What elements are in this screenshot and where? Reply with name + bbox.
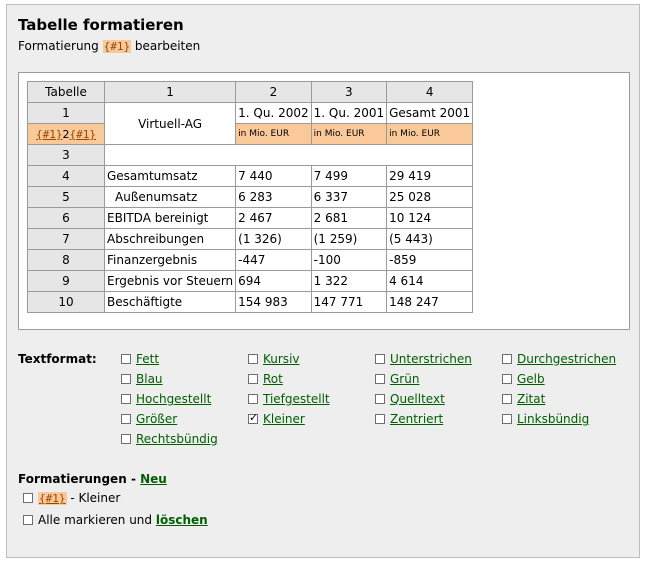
option-quelltext[interactable] bbox=[375, 392, 445, 406]
gelb-checkbox[interactable] bbox=[502, 374, 512, 384]
quelltext-checkbox[interactable] bbox=[375, 394, 385, 404]
table-cell: 6 283 bbox=[236, 187, 311, 208]
format-entry[interactable] bbox=[23, 491, 120, 505]
subtitle-suffix: bearbeiten bbox=[134, 39, 201, 53]
table-cell: Gesamt 2001 bbox=[387, 103, 473, 124]
option-hochgestellt[interactable] bbox=[121, 392, 211, 406]
table-preview-box bbox=[18, 72, 630, 330]
row-label: Finanzergebnis bbox=[105, 250, 236, 271]
row-format-tag-start[interactable]: {#1} bbox=[36, 127, 63, 141]
tiefgestellt-checkbox[interactable] bbox=[248, 394, 258, 404]
row-format-tag-end[interactable]: {#1} bbox=[69, 127, 96, 141]
row-number: 9 bbox=[28, 271, 105, 292]
option-tiefgestellt[interactable] bbox=[248, 392, 330, 406]
unit-cell: in Mio. EUR bbox=[311, 124, 386, 145]
rot-link[interactable]: Rot bbox=[263, 372, 283, 386]
hochgestellt-checkbox[interactable] bbox=[121, 394, 131, 404]
format-entry-text: - Kleiner bbox=[70, 491, 121, 505]
option-gelb[interactable] bbox=[502, 372, 545, 386]
option-rot[interactable] bbox=[248, 372, 283, 386]
kleiner-checkbox[interactable] bbox=[248, 414, 258, 424]
row-number: 5 bbox=[28, 187, 105, 208]
option-durchgestrichen[interactable] bbox=[502, 352, 616, 366]
option-zitat[interactable] bbox=[502, 392, 545, 406]
company-name-cell: Virtuell-AG bbox=[105, 103, 236, 145]
durchgestrichen-checkbox[interactable] bbox=[502, 354, 512, 364]
heading-dash: - bbox=[130, 472, 136, 486]
row-number-tagged bbox=[28, 124, 105, 145]
gruen-checkbox[interactable] bbox=[375, 374, 385, 384]
row-number: 1 bbox=[28, 103, 105, 124]
gruen-link[interactable]: Grün bbox=[390, 372, 420, 386]
col-header-2: 2 bbox=[236, 82, 311, 103]
new-format-link[interactable]: Neu bbox=[140, 472, 167, 486]
row-number: 10 bbox=[28, 292, 105, 313]
row-label: Abschreibungen bbox=[105, 229, 236, 250]
formatierungen-heading bbox=[18, 472, 167, 486]
rot-checkbox[interactable] bbox=[248, 374, 258, 384]
table-cell: 1. Qu. 2002 bbox=[236, 103, 311, 124]
unterstrichen-link[interactable]: Unterstrichen bbox=[390, 352, 472, 366]
table-cell: 154 983 bbox=[236, 292, 311, 313]
row-label: Gesamtumsatz bbox=[105, 166, 236, 187]
zitat-checkbox[interactable] bbox=[502, 394, 512, 404]
select-all-row[interactable] bbox=[23, 513, 208, 527]
table-cell: 1 322 bbox=[311, 271, 386, 292]
row-label: Beschäftigte bbox=[105, 292, 236, 313]
option-rechtsbuendig[interactable] bbox=[121, 432, 218, 446]
select-all-checkbox[interactable] bbox=[23, 515, 33, 525]
tiefgestellt-link[interactable]: Tiefgestellt bbox=[263, 392, 330, 406]
rechtsbuendig-checkbox[interactable] bbox=[121, 434, 131, 444]
textformat-label: Textformat: bbox=[18, 352, 97, 366]
kleiner-link[interactable]: Kleiner bbox=[263, 412, 305, 426]
unit-cell: in Mio. EUR bbox=[236, 124, 311, 145]
table-cell: 148 247 bbox=[387, 292, 473, 313]
table-cell: 29 419 bbox=[387, 166, 473, 187]
delete-link[interactable]: löschen bbox=[155, 513, 208, 527]
option-gruen[interactable] bbox=[375, 372, 419, 386]
hochgestellt-link[interactable]: Hochgestellt bbox=[136, 392, 212, 406]
blau-checkbox[interactable] bbox=[121, 374, 131, 384]
linksbuendig-checkbox[interactable] bbox=[502, 414, 512, 424]
format-panel bbox=[6, 4, 640, 558]
table-corner-header: Tabelle bbox=[28, 82, 105, 103]
option-unterstrichen[interactable] bbox=[375, 352, 472, 366]
option-fett[interactable] bbox=[121, 352, 159, 366]
col-header-4: 4 bbox=[387, 82, 473, 103]
select-all-text: Alle markieren und bbox=[38, 513, 153, 527]
gelb-link[interactable]: Gelb bbox=[517, 372, 545, 386]
table-cell: -859 bbox=[387, 250, 473, 271]
option-zentriert[interactable] bbox=[375, 412, 443, 426]
option-linksbuendig[interactable] bbox=[502, 412, 589, 426]
unit-cell: in Mio. EUR bbox=[387, 124, 473, 145]
formatierungen-label: Formatierungen bbox=[18, 472, 127, 486]
table-cell: 6 337 bbox=[311, 187, 386, 208]
table-cell: -447 bbox=[236, 250, 311, 271]
groesser-checkbox[interactable] bbox=[121, 414, 131, 424]
zitat-link[interactable]: Zitat bbox=[517, 392, 546, 406]
format-entry-tag[interactable]: {#1} bbox=[39, 492, 66, 505]
rechtsbuendig-link[interactable]: Rechtsbündig bbox=[136, 432, 218, 446]
row-label: Ergebnis vor Steuern bbox=[105, 271, 236, 292]
table-cell: 1. Qu. 2001 bbox=[311, 103, 386, 124]
table-cell: 2 681 bbox=[311, 208, 386, 229]
row-number: 2 bbox=[62, 127, 70, 141]
table-cell: (1 326) bbox=[236, 229, 311, 250]
unterstrichen-checkbox[interactable] bbox=[375, 354, 385, 364]
quelltext-link[interactable]: Quelltext bbox=[390, 392, 445, 406]
zentriert-checkbox[interactable] bbox=[375, 414, 385, 424]
page-title: Tabelle formatieren bbox=[18, 16, 184, 34]
page-subtitle bbox=[18, 39, 200, 53]
fett-link[interactable]: Fett bbox=[136, 352, 160, 366]
row-number: 7 bbox=[28, 229, 105, 250]
blau-link[interactable]: Blau bbox=[136, 372, 163, 386]
row-number: 3 bbox=[28, 145, 105, 166]
table-cell: (1 259) bbox=[311, 229, 386, 250]
row-label: Außenumsatz bbox=[105, 187, 236, 208]
row-number: 6 bbox=[28, 208, 105, 229]
col-header-3: 3 bbox=[311, 82, 386, 103]
fett-checkbox[interactable] bbox=[121, 354, 131, 364]
table-cell: 147 771 bbox=[311, 292, 386, 313]
col-header-1: 1 bbox=[105, 82, 236, 103]
option-blau[interactable] bbox=[121, 372, 163, 386]
kursiv-checkbox[interactable] bbox=[248, 354, 258, 364]
table-cell: 7 440 bbox=[236, 166, 311, 187]
empty-row-cell bbox=[105, 145, 473, 166]
zentriert-link[interactable]: Zentriert bbox=[390, 412, 444, 426]
groesser-link[interactable]: Größer bbox=[136, 412, 178, 426]
subtitle-prefix: Formatierung bbox=[18, 39, 99, 53]
table-cell: 2 467 bbox=[236, 208, 311, 229]
table-cell: 10 124 bbox=[387, 208, 473, 229]
option-kleiner[interactable] bbox=[248, 412, 305, 426]
row-label: EBITDA bereinigt bbox=[105, 208, 236, 229]
option-groesser[interactable] bbox=[121, 412, 177, 426]
preview-table bbox=[27, 81, 473, 313]
format-entry-checkbox[interactable] bbox=[23, 493, 33, 503]
table-cell: -100 bbox=[311, 250, 386, 271]
table-cell: 694 bbox=[236, 271, 311, 292]
table-cell: 7 499 bbox=[311, 166, 386, 187]
format-tag: {#1} bbox=[103, 40, 131, 53]
table-cell: 25 028 bbox=[387, 187, 473, 208]
durchgestrichen-link[interactable]: Durchgestrichen bbox=[517, 352, 617, 366]
linksbuendig-link[interactable]: Linksbündig bbox=[517, 412, 590, 426]
table-cell: (5 443) bbox=[387, 229, 473, 250]
option-kursiv[interactable] bbox=[248, 352, 300, 366]
row-number: 4 bbox=[28, 166, 105, 187]
kursiv-link[interactable]: Kursiv bbox=[263, 352, 300, 366]
table-cell: 4 614 bbox=[387, 271, 473, 292]
row-number: 8 bbox=[28, 250, 105, 271]
